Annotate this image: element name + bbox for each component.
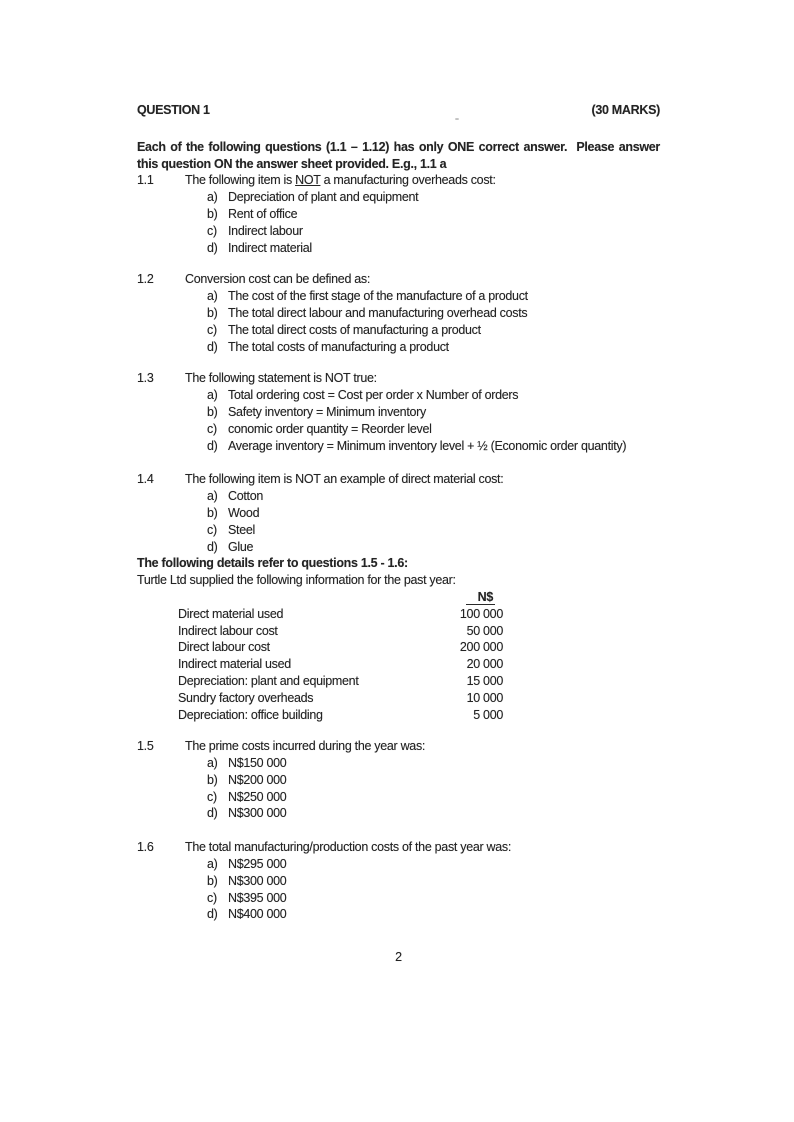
option-marker: b)	[207, 772, 218, 787]
info-row-label: Depreciation: office building	[178, 707, 323, 722]
info-row-label: Direct labour cost	[178, 640, 270, 655]
option-c	[207, 421, 660, 438]
info-row	[178, 606, 503, 623]
question-text	[185, 471, 660, 488]
option-text: N$300 000	[228, 873, 287, 888]
option-marker: b)	[207, 505, 218, 520]
option-text: conomic order quantity = Reorder level	[228, 421, 432, 436]
option-b	[207, 206, 660, 223]
info-row-label: Direct material used	[178, 606, 284, 621]
question-text-pre: Conversion cost can be defined as:	[185, 272, 371, 287]
option-a	[207, 488, 660, 505]
option-text: Steel	[228, 522, 255, 537]
option-marker: d)	[207, 240, 218, 255]
option-marker: d)	[207, 539, 218, 554]
options-list	[137, 856, 660, 923]
question-1-6	[137, 839, 660, 923]
question-row	[137, 839, 660, 856]
info-rows	[178, 606, 503, 724]
info-row-value: 10 000	[466, 690, 503, 705]
option-text: The cost of the first stage of the manufacture of a product	[228, 289, 528, 304]
marks-label: (30 MARKS)	[591, 103, 660, 117]
question-text-pre: The following statement is NOT true:	[185, 371, 377, 386]
page-number: 2	[395, 950, 402, 965]
option-d	[207, 539, 660, 556]
option-text: The total direct labour and manufacturing overhead costs	[228, 305, 528, 320]
questions-group-1	[137, 172, 660, 555]
info-row-value: 200 000	[459, 640, 503, 655]
info-row-value: 20 000	[466, 657, 503, 672]
question-1-5	[137, 738, 660, 822]
info-row-value: 50 000	[466, 623, 503, 638]
info-row	[178, 707, 503, 724]
option-text: N$300 000	[228, 806, 287, 821]
option-d	[207, 906, 660, 923]
question-text-pre: The total manufacturing/production costs of the past year was:	[185, 840, 512, 855]
option-marker: c)	[207, 223, 217, 238]
question-row	[137, 172, 660, 189]
option-text: Indirect labour	[228, 223, 303, 238]
question-number: 1.6	[137, 840, 154, 855]
option-b	[207, 404, 660, 421]
currency-header: N$	[466, 590, 495, 606]
question-text-pre: The following item is	[185, 173, 296, 188]
info-row	[178, 623, 503, 640]
info-row-value: 15 000	[466, 673, 503, 688]
option-text: Total ordering cost = Cost per order x Number of orders	[228, 388, 519, 403]
page-header	[137, 102, 660, 119]
question-number: 1.2	[137, 272, 154, 287]
option-marker: b)	[207, 404, 218, 419]
option-b	[207, 505, 660, 522]
option-marker: c)	[207, 421, 217, 436]
option-a	[207, 189, 660, 206]
option-marker: c)	[207, 890, 217, 905]
option-c	[207, 890, 660, 907]
question-number: 1.4	[137, 472, 154, 487]
question-1-1	[137, 172, 660, 256]
option-a	[207, 755, 660, 772]
info-row	[178, 656, 503, 673]
question-text	[185, 271, 660, 288]
question-text	[185, 839, 660, 856]
option-text: The total costs of manufacturing a product	[228, 339, 449, 354]
question-number: 1.3	[137, 371, 154, 386]
question-text-underlined: NOT	[295, 173, 321, 188]
option-marker: d)	[207, 438, 218, 453]
question-text-pre: The following item is NOT an example of direct material cost:	[185, 472, 504, 487]
option-marker: b)	[207, 206, 218, 221]
option-a	[207, 387, 660, 404]
page-content	[137, 102, 660, 966]
question-1-3	[137, 370, 660, 454]
questions-group-2	[137, 738, 660, 923]
option-d	[207, 240, 660, 257]
option-c	[207, 322, 660, 339]
option-text: The total direct costs of manufacturing a product	[228, 322, 481, 337]
option-marker: a)	[207, 388, 218, 403]
info-row	[178, 639, 503, 656]
intro-text: Each of the following questions (1.1 – 1.12) has only ONE correct answer. Please answer this question ON the answer sheet provided. E.g., 1.1 a	[137, 139, 660, 171]
question-row	[137, 370, 660, 387]
option-text: Cotton	[228, 489, 264, 504]
option-marker: d)	[207, 806, 218, 821]
option-d	[207, 438, 660, 455]
question-number: 1.5	[137, 739, 154, 754]
option-c	[207, 223, 660, 240]
option-marker: a)	[207, 489, 218, 504]
option-text: N$150 000	[228, 756, 287, 771]
info-row-label: Indirect labour cost	[178, 623, 278, 638]
options-list	[137, 387, 660, 454]
option-b	[207, 772, 660, 789]
option-c	[207, 522, 660, 539]
option-marker: c)	[207, 522, 217, 537]
currency-header-row	[178, 589, 503, 606]
info-row-label: Sundry factory overheads	[178, 690, 314, 705]
option-text: N$295 000	[228, 857, 287, 872]
option-text: Rent of office	[228, 206, 298, 221]
options-list	[137, 488, 660, 555]
option-d	[207, 805, 660, 822]
option-a	[207, 288, 660, 305]
question-1-4	[137, 471, 660, 555]
option-marker: d)	[207, 339, 218, 354]
options-list	[137, 755, 660, 822]
question-title: QUESTION 1	[137, 103, 210, 117]
info-row	[178, 690, 503, 707]
option-marker: d)	[207, 907, 218, 922]
question-text-pre: The prime costs incurred during the year was:	[185, 739, 426, 754]
question-row	[137, 471, 660, 488]
option-c	[207, 789, 660, 806]
option-a	[207, 856, 660, 873]
question-row	[137, 271, 660, 288]
info-row-label: Indirect material used	[178, 657, 291, 672]
option-marker: b)	[207, 873, 218, 888]
option-text: N$200 000	[228, 772, 287, 787]
option-text: N$395 000	[228, 890, 287, 905]
option-text: Wood	[228, 505, 260, 520]
option-marker: c)	[207, 789, 217, 804]
option-marker: c)	[207, 322, 217, 337]
info-row	[178, 673, 503, 690]
option-marker: b)	[207, 305, 218, 320]
question-1-2	[137, 271, 660, 355]
option-text: N$400 000	[228, 907, 287, 922]
option-marker: a)	[207, 756, 218, 771]
option-text: Average inventory = Minimum inventory level + ½ (Economic order quantity)	[228, 438, 627, 453]
option-text: Depreciation of plant and equipment	[228, 190, 419, 205]
question-text-post: a manufacturing overheads cost:	[320, 173, 496, 188]
question-number: 1.1	[137, 173, 154, 188]
option-b	[207, 305, 660, 322]
info-table	[178, 589, 503, 723]
option-marker: a)	[207, 190, 218, 205]
info-heading: The following details refer to questions 1.5 - 1.6:	[137, 556, 408, 571]
option-marker: a)	[207, 289, 218, 304]
info-row-value: 5 000	[473, 707, 503, 722]
options-list	[137, 288, 660, 355]
option-text: Glue	[228, 539, 254, 554]
info-row-value: 100 000	[459, 606, 503, 621]
info-subheading: Turtle Ltd supplied the following information for the past year:	[137, 573, 456, 588]
info-row-label: Depreciation: plant and equipment	[178, 673, 359, 688]
question-row	[137, 738, 660, 755]
option-d	[207, 339, 660, 356]
option-text: N$250 000	[228, 789, 287, 804]
option-marker: a)	[207, 857, 218, 872]
question-text	[185, 172, 660, 189]
options-list	[137, 189, 660, 256]
question-text	[185, 370, 660, 387]
option-b	[207, 873, 660, 890]
option-text: Safety inventory = Minimum inventory	[228, 404, 426, 419]
question-text	[185, 738, 660, 755]
option-text: Indirect material	[228, 240, 312, 255]
